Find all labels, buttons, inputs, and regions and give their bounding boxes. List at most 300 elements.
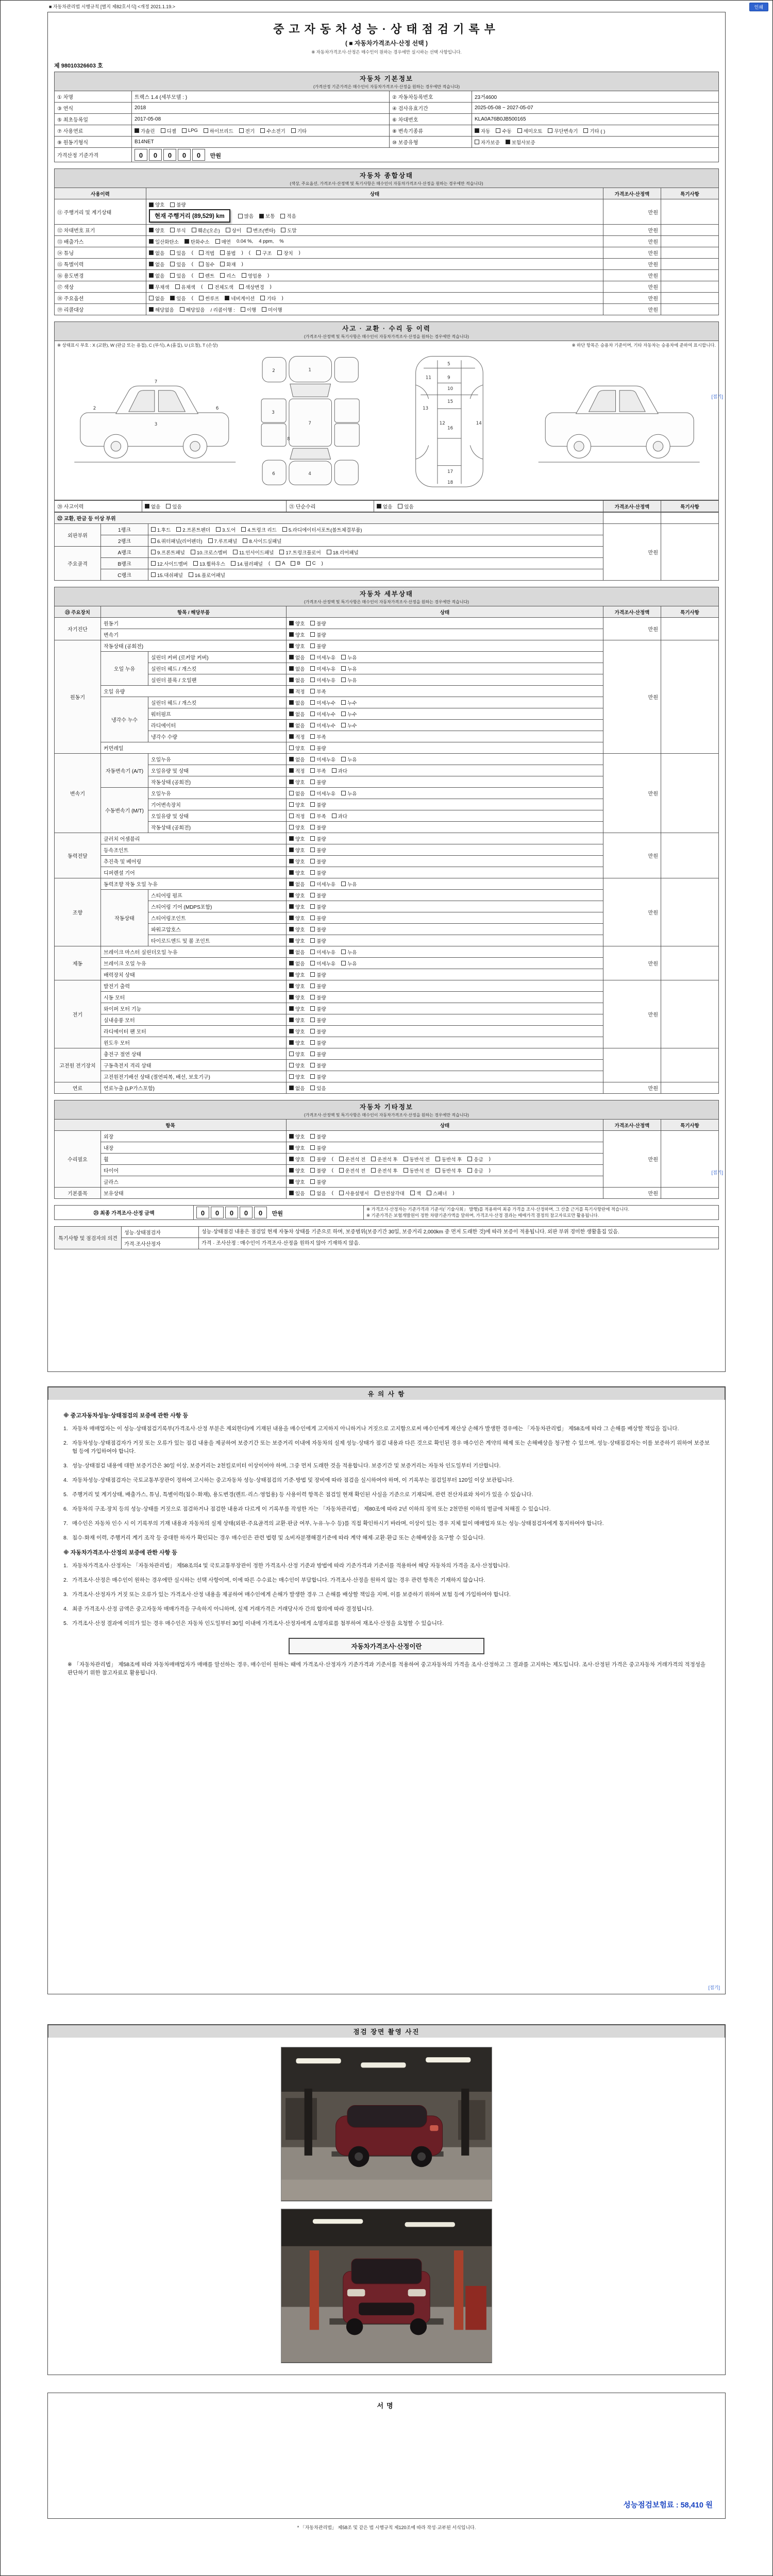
checkbox[interactable] xyxy=(176,527,181,532)
checkbox[interactable] xyxy=(310,621,315,625)
checkbox[interactable] xyxy=(149,239,154,244)
checkbox-option[interactable] xyxy=(291,561,300,566)
checkbox-option[interactable] xyxy=(199,249,214,257)
checkbox[interactable] xyxy=(339,1168,344,1173)
checkbox[interactable] xyxy=(151,550,156,554)
checkbox[interactable] xyxy=(506,140,510,144)
checkbox[interactable] xyxy=(289,1191,294,1195)
checkbox-option[interactable] xyxy=(341,960,357,967)
checkbox-option[interactable] xyxy=(310,1039,326,1046)
checkbox-option[interactable] xyxy=(282,526,362,533)
checkbox-option[interactable] xyxy=(260,127,285,134)
checkbox[interactable] xyxy=(332,814,337,818)
checkbox-option[interactable] xyxy=(289,914,305,922)
checkbox[interactable] xyxy=(310,916,315,920)
checkbox[interactable] xyxy=(289,848,294,852)
checkbox-option[interactable] xyxy=(548,127,578,134)
print-button[interactable]: 인쇄 xyxy=(749,3,768,11)
checkbox[interactable] xyxy=(170,296,175,300)
checkbox[interactable] xyxy=(404,1157,408,1161)
checkbox-option[interactable] xyxy=(243,537,281,545)
checkbox[interactable] xyxy=(239,128,244,133)
checkbox[interactable] xyxy=(310,972,315,977)
checkbox[interactable] xyxy=(216,527,221,532)
checkbox-option[interactable] xyxy=(475,139,500,146)
checkbox-option[interactable] xyxy=(289,880,305,888)
checkbox[interactable] xyxy=(310,768,315,773)
checkbox[interactable] xyxy=(327,550,331,554)
checkbox[interactable] xyxy=(149,307,154,312)
checkbox[interactable] xyxy=(310,791,315,795)
checkbox-option[interactable] xyxy=(145,503,160,510)
checkbox[interactable] xyxy=(289,995,294,999)
checkbox[interactable] xyxy=(341,655,346,659)
checkbox[interactable] xyxy=(341,757,346,761)
checkbox-option[interactable] xyxy=(149,306,174,313)
checkbox-option[interactable] xyxy=(192,227,220,234)
checkbox-option[interactable] xyxy=(289,1039,305,1046)
checkbox[interactable] xyxy=(239,284,244,289)
checkbox[interactable] xyxy=(310,1063,315,1067)
checkbox-option[interactable] xyxy=(506,139,535,146)
checkbox[interactable] xyxy=(220,262,225,266)
checkbox-option[interactable] xyxy=(341,676,357,684)
checkbox-option[interactable] xyxy=(289,710,305,718)
checkbox-option[interactable] xyxy=(398,503,413,510)
checkbox-option[interactable] xyxy=(341,665,357,672)
checkbox[interactable] xyxy=(289,677,294,682)
checkbox-option[interactable] xyxy=(170,295,186,302)
checkbox[interactable] xyxy=(289,1086,294,1090)
checkbox-option[interactable] xyxy=(149,238,179,245)
checkbox-option[interactable] xyxy=(191,549,227,556)
checkbox-option[interactable] xyxy=(306,561,316,566)
checkbox-option[interactable] xyxy=(289,699,305,706)
checkbox-option[interactable] xyxy=(289,1062,305,1069)
checkbox-option[interactable] xyxy=(170,249,186,257)
checkbox[interactable] xyxy=(182,128,187,133)
checkbox-option[interactable] xyxy=(149,295,164,302)
checkbox-option[interactable] xyxy=(289,1050,305,1058)
checkbox-option[interactable] xyxy=(289,1028,305,1035)
checkbox-option[interactable] xyxy=(289,994,305,1001)
checkbox[interactable] xyxy=(475,140,479,144)
checkbox[interactable] xyxy=(241,307,245,312)
checkbox[interactable] xyxy=(310,1134,315,1139)
checkbox-option[interactable] xyxy=(262,306,282,313)
checkbox-option[interactable] xyxy=(175,283,196,291)
checkbox[interactable] xyxy=(289,802,294,807)
checkbox[interactable] xyxy=(375,1191,379,1195)
checkbox-option[interactable] xyxy=(289,1133,305,1140)
checkbox[interactable] xyxy=(310,689,315,693)
checkbox[interactable] xyxy=(289,1179,294,1184)
checkbox[interactable] xyxy=(242,273,246,278)
checkbox-option[interactable] xyxy=(149,261,164,268)
checkbox-option[interactable] xyxy=(289,1073,305,1080)
checkbox-option[interactable] xyxy=(310,1062,326,1069)
checkbox-option[interactable] xyxy=(327,549,359,556)
checkbox[interactable] xyxy=(289,1063,294,1067)
checkbox[interactable] xyxy=(310,859,315,863)
checkbox-option[interactable] xyxy=(339,1156,365,1163)
checkbox[interactable] xyxy=(289,723,294,727)
checkbox[interactable] xyxy=(310,1006,315,1011)
checkbox-option[interactable] xyxy=(583,127,605,134)
checkbox-option[interactable] xyxy=(310,1133,326,1140)
checkbox[interactable] xyxy=(467,1157,472,1161)
checkbox[interactable] xyxy=(204,128,208,133)
checkbox-option[interactable] xyxy=(241,306,256,313)
checkbox-option[interactable] xyxy=(341,948,357,956)
checkbox-option[interactable] xyxy=(289,767,305,774)
checkbox[interactable] xyxy=(149,262,154,266)
checkbox[interactable] xyxy=(341,711,346,716)
checkbox[interactable] xyxy=(310,1191,315,1195)
checkbox[interactable] xyxy=(310,757,315,761)
checkbox-option[interactable] xyxy=(289,869,305,876)
checkbox[interactable] xyxy=(332,768,337,773)
checkbox[interactable] xyxy=(289,950,294,954)
checkbox[interactable] xyxy=(170,202,175,207)
checkbox[interactable] xyxy=(282,527,287,532)
checkbox[interactable] xyxy=(262,307,266,312)
checkbox-option[interactable] xyxy=(151,560,188,567)
checkbox[interactable] xyxy=(435,1168,440,1173)
checkbox[interactable] xyxy=(341,950,346,954)
checkbox-option[interactable] xyxy=(161,127,176,134)
checkbox-option[interactable] xyxy=(277,249,293,257)
checkbox[interactable] xyxy=(289,643,294,648)
checkbox[interactable] xyxy=(289,632,294,637)
checkbox-option[interactable] xyxy=(149,249,164,257)
checkbox[interactable] xyxy=(289,825,294,829)
checkbox-option[interactable] xyxy=(289,631,305,638)
checkbox-option[interactable] xyxy=(231,560,263,567)
checkbox-option[interactable] xyxy=(220,272,236,279)
checkbox[interactable] xyxy=(517,128,522,133)
checkbox[interactable] xyxy=(310,870,315,875)
checkbox-option[interactable] xyxy=(371,1167,397,1174)
checkbox[interactable] xyxy=(289,1006,294,1011)
checkbox[interactable] xyxy=(310,984,315,988)
checkbox[interactable] xyxy=(310,893,315,897)
checkbox-option[interactable] xyxy=(310,903,326,910)
checkbox[interactable] xyxy=(226,228,230,232)
checkbox[interactable] xyxy=(192,228,196,232)
checkbox[interactable] xyxy=(135,128,139,133)
checkbox-option[interactable] xyxy=(310,722,335,729)
checkbox[interactable] xyxy=(289,779,294,784)
checkbox-option[interactable] xyxy=(310,926,326,933)
checkbox-option[interactable] xyxy=(310,1005,326,1012)
checkbox-option[interactable] xyxy=(149,283,170,291)
checkbox-option[interactable] xyxy=(289,676,305,684)
checkbox[interactable] xyxy=(496,128,500,133)
checkbox[interactable] xyxy=(289,927,294,931)
checkbox[interactable] xyxy=(310,836,315,841)
checkbox[interactable] xyxy=(310,666,315,671)
checkbox-option[interactable] xyxy=(176,526,210,533)
checkbox[interactable] xyxy=(247,228,251,232)
checkbox[interactable] xyxy=(371,1157,376,1161)
checkbox-option[interactable] xyxy=(310,710,335,718)
checkbox-option[interactable] xyxy=(289,1156,305,1163)
checkbox[interactable] xyxy=(289,1052,294,1056)
checkbox[interactable] xyxy=(170,228,175,232)
checkbox[interactable] xyxy=(281,228,285,232)
checkbox-option[interactable] xyxy=(310,1073,326,1080)
checkbox[interactable] xyxy=(276,561,280,566)
checkbox-option[interactable] xyxy=(289,654,305,661)
checkbox-option[interactable] xyxy=(310,824,326,831)
checkbox-option[interactable] xyxy=(339,1190,369,1197)
checkbox[interactable] xyxy=(149,250,154,255)
checkbox[interactable] xyxy=(310,814,315,818)
checkbox-option[interactable] xyxy=(166,503,181,510)
checkbox-option[interactable] xyxy=(216,526,236,533)
checkbox[interactable] xyxy=(310,904,315,909)
checkbox[interactable] xyxy=(341,700,346,705)
checkbox[interactable] xyxy=(161,128,165,133)
checkbox[interactable] xyxy=(238,214,243,218)
checkbox[interactable] xyxy=(220,273,225,278)
checkbox-option[interactable] xyxy=(149,201,164,208)
checkbox[interactable] xyxy=(145,504,149,509)
checkbox-option[interactable] xyxy=(289,824,305,831)
checkbox[interactable] xyxy=(289,961,294,965)
checkbox-option[interactable] xyxy=(289,744,305,752)
checkbox[interactable] xyxy=(289,655,294,659)
checkbox-option[interactable] xyxy=(280,212,296,219)
checkbox-option[interactable] xyxy=(341,880,357,888)
checkbox-option[interactable] xyxy=(226,227,241,234)
checkbox-option[interactable] xyxy=(276,561,285,566)
checkbox-option[interactable] xyxy=(310,1167,326,1174)
checkbox-option[interactable] xyxy=(341,710,357,718)
checkbox[interactable] xyxy=(341,961,346,965)
checkbox[interactable] xyxy=(170,262,175,266)
checkbox-option[interactable] xyxy=(435,1156,462,1163)
checkbox-option[interactable] xyxy=(289,937,305,944)
checkbox-option[interactable] xyxy=(149,272,164,279)
checkbox-option[interactable] xyxy=(341,790,357,797)
checkbox[interactable] xyxy=(180,307,184,312)
checkbox-option[interactable] xyxy=(310,654,335,661)
checkbox-option[interactable] xyxy=(310,948,335,956)
checkbox[interactable] xyxy=(289,700,294,705)
checkbox-option[interactable] xyxy=(204,127,233,134)
checkbox[interactable] xyxy=(149,202,154,207)
checkbox-option[interactable] xyxy=(289,790,305,797)
checkbox[interactable] xyxy=(310,745,315,750)
checkbox-option[interactable] xyxy=(289,1144,305,1151)
checkbox-option[interactable] xyxy=(310,892,326,899)
checkbox[interactable] xyxy=(208,538,213,543)
checkbox-option[interactable] xyxy=(259,212,275,219)
checkbox[interactable] xyxy=(310,643,315,648)
checkbox[interactable] xyxy=(371,1168,376,1173)
checkbox-option[interactable] xyxy=(208,283,233,291)
checkbox[interactable] xyxy=(149,228,154,232)
checkbox-option[interactable] xyxy=(289,1190,305,1197)
checkbox[interactable] xyxy=(289,711,294,716)
checkbox-option[interactable] xyxy=(341,654,357,661)
checkbox[interactable] xyxy=(341,791,346,795)
collapse-link[interactable]: [접기] xyxy=(711,1170,723,1175)
checkbox-option[interactable] xyxy=(289,722,305,729)
collapse-link[interactable]: [접기] xyxy=(708,1985,720,1990)
checkbox[interactable] xyxy=(289,1018,294,1022)
checkbox-option[interactable] xyxy=(467,1156,483,1163)
checkbox-option[interactable] xyxy=(289,778,305,786)
checkbox-option[interactable] xyxy=(289,812,305,820)
checkbox[interactable] xyxy=(291,561,295,566)
checkbox-option[interactable] xyxy=(151,526,171,533)
checkbox-option[interactable] xyxy=(310,676,335,684)
checkbox-option[interactable] xyxy=(310,631,326,638)
checkbox-option[interactable] xyxy=(260,295,276,302)
checkbox[interactable] xyxy=(310,961,315,965)
checkbox-option[interactable] xyxy=(310,880,335,888)
checkbox-option[interactable] xyxy=(239,283,264,291)
checkbox-option[interactable] xyxy=(371,1156,397,1163)
checkbox-option[interactable] xyxy=(289,1005,305,1012)
checkbox-option[interactable] xyxy=(289,835,305,842)
checkbox-option[interactable] xyxy=(310,1028,326,1035)
checkbox[interactable] xyxy=(289,938,294,943)
checkbox[interactable] xyxy=(289,745,294,750)
checkbox[interactable] xyxy=(149,296,154,300)
checkbox-option[interactable] xyxy=(467,1167,483,1174)
checkbox[interactable] xyxy=(467,1168,472,1173)
checkbox-option[interactable] xyxy=(341,722,357,729)
checkbox-option[interactable] xyxy=(339,1167,365,1174)
checkbox-option[interactable] xyxy=(289,858,305,865)
checkbox-option[interactable] xyxy=(310,960,335,967)
checkbox[interactable] xyxy=(151,572,156,577)
checkbox-option[interactable] xyxy=(289,982,305,990)
checkbox-option[interactable] xyxy=(182,128,198,133)
checkbox-option[interactable] xyxy=(289,642,305,650)
checkbox[interactable] xyxy=(310,1074,315,1079)
checkbox[interactable] xyxy=(310,1040,315,1045)
checkbox[interactable] xyxy=(259,214,264,218)
checkbox-option[interactable] xyxy=(404,1156,430,1163)
checkbox[interactable] xyxy=(289,972,294,977)
checkbox-option[interactable] xyxy=(289,801,305,808)
checkbox-option[interactable] xyxy=(341,699,357,706)
checkbox-option[interactable] xyxy=(289,948,305,956)
checkbox[interactable] xyxy=(280,214,285,218)
checkbox[interactable] xyxy=(404,1168,408,1173)
checkbox-option[interactable] xyxy=(291,127,307,134)
checkbox[interactable] xyxy=(341,882,346,886)
checkbox-option[interactable] xyxy=(289,1167,305,1174)
checkbox[interactable] xyxy=(151,538,156,543)
checkbox-option[interactable] xyxy=(289,971,305,978)
checkbox[interactable] xyxy=(310,1157,315,1161)
checkbox[interactable] xyxy=(310,950,315,954)
checkbox[interactable] xyxy=(289,882,294,886)
checkbox-option[interactable] xyxy=(170,261,186,268)
checkbox[interactable] xyxy=(289,666,294,671)
checkbox-option[interactable] xyxy=(239,127,255,134)
checkbox-option[interactable] xyxy=(289,733,305,740)
checkbox-option[interactable] xyxy=(310,801,326,808)
checkbox[interactable] xyxy=(427,1191,431,1195)
checkbox[interactable] xyxy=(289,893,294,897)
checkbox-option[interactable] xyxy=(310,744,326,752)
checkbox[interactable] xyxy=(306,561,311,566)
checkbox-option[interactable] xyxy=(170,227,186,234)
checkbox[interactable] xyxy=(289,859,294,863)
checkbox[interactable] xyxy=(149,284,154,289)
checkbox-option[interactable] xyxy=(199,272,214,279)
checkbox-option[interactable] xyxy=(208,537,238,545)
checkbox[interactable] xyxy=(310,655,315,659)
checkbox[interactable] xyxy=(339,1157,344,1161)
checkbox[interactable] xyxy=(310,825,315,829)
checkbox[interactable] xyxy=(310,779,315,784)
checkbox-option[interactable] xyxy=(310,756,335,763)
checkbox[interactable] xyxy=(310,848,315,852)
checkbox[interactable] xyxy=(398,504,402,509)
checkbox[interactable] xyxy=(339,1191,344,1195)
checkbox[interactable] xyxy=(548,128,552,133)
checkbox[interactable] xyxy=(289,1168,294,1173)
checkbox-option[interactable] xyxy=(289,665,305,672)
checkbox-option[interactable] xyxy=(151,571,183,579)
checkbox[interactable] xyxy=(310,1029,315,1033)
checkbox-option[interactable] xyxy=(289,620,305,627)
checkbox[interactable] xyxy=(170,250,175,255)
checkbox[interactable] xyxy=(289,768,294,773)
checkbox-option[interactable] xyxy=(289,903,305,910)
checkbox[interactable] xyxy=(151,527,156,532)
checkbox[interactable] xyxy=(310,1179,315,1184)
checkbox[interactable] xyxy=(260,128,265,133)
checkbox[interactable] xyxy=(310,927,315,931)
checkbox-option[interactable] xyxy=(310,1144,326,1151)
checkbox[interactable] xyxy=(191,550,195,554)
checkbox[interactable] xyxy=(310,1052,315,1056)
checkbox[interactable] xyxy=(289,904,294,909)
checkbox-option[interactable] xyxy=(310,778,326,786)
checkbox[interactable] xyxy=(184,239,189,244)
checkbox-option[interactable] xyxy=(135,127,155,134)
checkbox[interactable] xyxy=(289,621,294,625)
checkbox[interactable] xyxy=(149,273,154,278)
checkbox-option[interactable] xyxy=(242,272,262,279)
checkbox-option[interactable] xyxy=(404,1167,430,1174)
checkbox[interactable] xyxy=(233,550,238,554)
checkbox-option[interactable] xyxy=(310,982,326,990)
checkbox[interactable] xyxy=(243,538,247,543)
checkbox[interactable] xyxy=(289,689,294,693)
checkbox[interactable] xyxy=(289,916,294,920)
checkbox[interactable] xyxy=(260,296,265,300)
checkbox[interactable] xyxy=(310,677,315,682)
checkbox[interactable] xyxy=(215,239,220,244)
checkbox-option[interactable] xyxy=(310,665,335,672)
checkbox[interactable] xyxy=(175,284,180,289)
checkbox-option[interactable] xyxy=(193,560,225,567)
checkbox[interactable] xyxy=(225,296,229,300)
checkbox[interactable] xyxy=(289,1145,294,1150)
checkbox-option[interactable] xyxy=(289,846,305,854)
checkbox[interactable] xyxy=(289,1040,294,1045)
